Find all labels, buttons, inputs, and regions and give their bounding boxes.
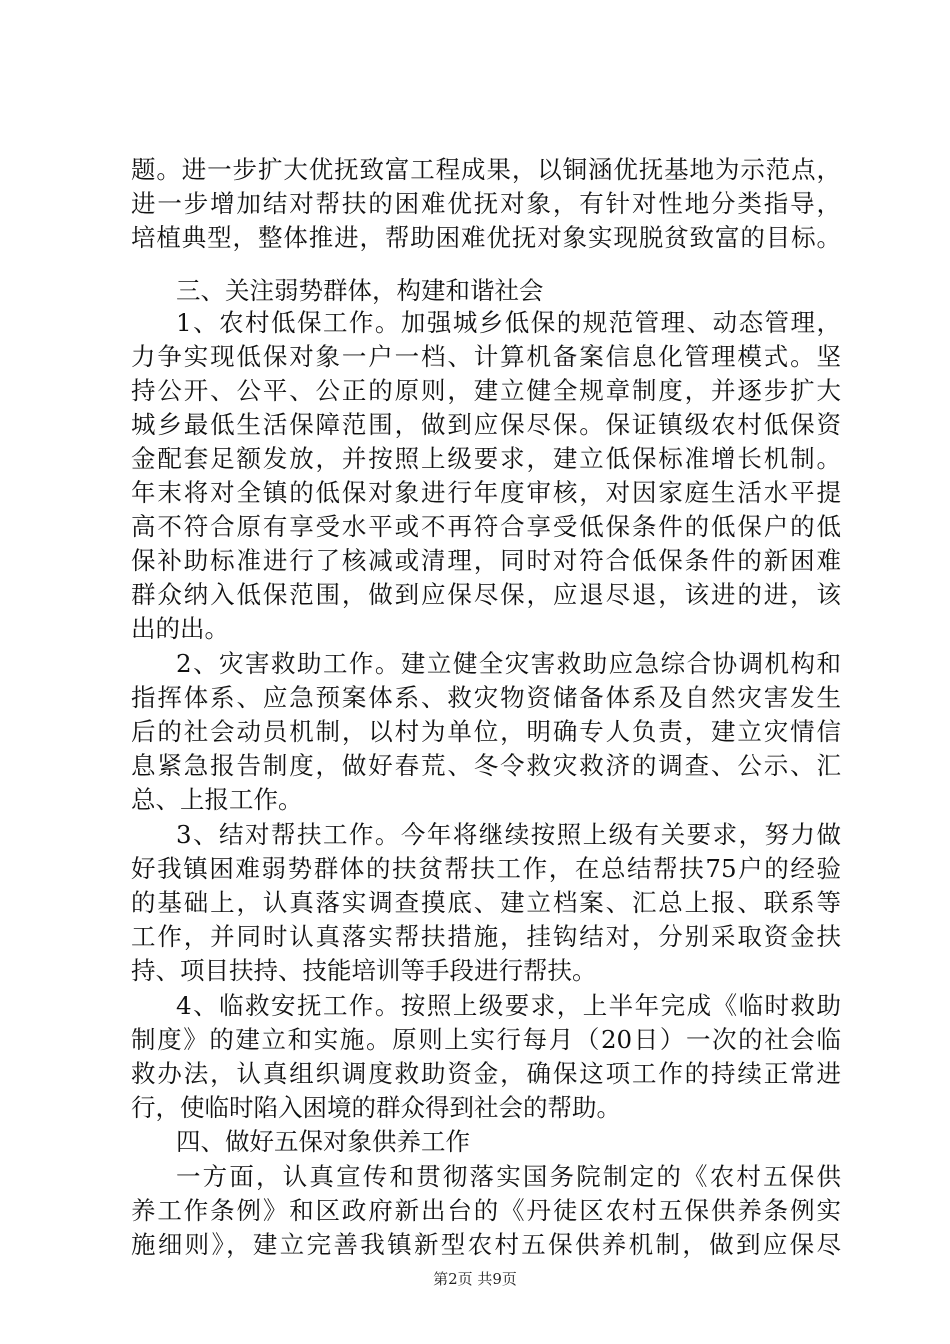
paragraph-line: 救办法，认真组织调度救助资金，确保这项工作的持续正常进: [131, 1059, 841, 1088]
paragraph-line: 后的社会动员机制，以村为单位，明确专人负责，建立灾情信: [131, 717, 841, 746]
paragraph-line: 2、灾害救助工作。建立健全灾害救助应急综合协调机构和: [176, 649, 841, 678]
paragraph-line: 年末将对全镇的低保对象进行年度审核，对因家庭生活水平提: [131, 478, 841, 507]
paragraph-line: 保补助标准进行了核减或清理，同时对符合低保条件的新困难: [131, 546, 841, 575]
paragraph-line: 指挥体系、应急预案体系、救灾物资储备体系及自然灾害发生: [131, 683, 841, 712]
paragraph-line: 好我镇困难弱势群体的扶贫帮扶工作，在总结帮扶75户的经验: [131, 854, 841, 883]
paragraph-line: 施细则》，建立完善我镇新型农村五保供养机制，做到应保尽: [131, 1230, 841, 1259]
paragraph-line: 息紧急报告制度，做好春荒、冬令救灾救济的调查、公示、汇: [131, 751, 841, 780]
paragraph-line: 工作，并同时认真落实帮扶措施，挂钩结对，分别采取资金扶: [131, 922, 841, 951]
paragraph-line: 持公开、公平、公正的原则，建立健全规章制度，并逐步扩大: [131, 376, 841, 405]
section-heading: 四、做好五保对象供养工作: [176, 1127, 470, 1156]
paragraph-line: 养工作条例》和区政府新出台的《丹徒区农村五保供养条例实: [131, 1196, 841, 1225]
paragraph-line: 金配套足额发放，并按照上级要求，建立低保标准增长机制。: [131, 444, 841, 473]
paragraph-line: 行，使临时陷入困境的群众得到社会的帮助。: [131, 1093, 621, 1122]
paragraph-line: 城乡最低生活保障范围，做到应保尽保。保证镇级农村低保资: [131, 410, 841, 439]
paragraph-line: 3、结对帮扶工作。今年将继续按照上级有关要求，努力做: [176, 820, 841, 849]
paragraph-line: 力争实现低保对象一户一档、计算机备案信息化管理模式。坚: [131, 342, 841, 371]
paragraph-line: 出的出。: [131, 614, 229, 643]
paragraph-line: 进一步增加结对帮扶的困难优抚对象，有针对性地分类指导，: [131, 189, 841, 218]
paragraph-line: 题。进一步扩大优抚致富工程成果，以铜涵优抚基地为示范点，: [131, 155, 841, 184]
paragraph-line: 制度》的建立和实施。原则上实行每月（20日）一次的社会临: [131, 1025, 841, 1054]
paragraph-line: 培植典型，整体推进，帮助困难优抚对象实现脱贫致富的目标。: [131, 223, 841, 252]
paragraph-line: 1、农村低保工作。加强城乡低保的规范管理、动态管理，: [176, 308, 841, 337]
paragraph-line: 高不符合原有享受水平或不再符合享受低保条件的低保户的低: [131, 512, 841, 541]
paragraph-line: 持、项目扶持、技能培训等手段进行帮扶。: [131, 956, 597, 985]
paragraph-line: 4、临救安抚工作。按照上级要求，上半年完成《临时救助: [176, 991, 841, 1020]
paragraph-line: 的基础上，认真落实调查摸底、建立档案、汇总上报、联系等: [131, 888, 841, 917]
page-footer: 第2页 共9页: [433, 1270, 517, 1288]
paragraph-line: 一方面，认真宣传和贯彻落实国务院制定的《农村五保供: [176, 1162, 841, 1191]
section-heading: 三、关注弱势群体，构建和谐社会: [176, 276, 544, 305]
paragraph-line: 群众纳入低保范围，做到应保尽保，应退尽退，该进的进，该: [131, 580, 841, 609]
paragraph-line: 总、上报工作。: [131, 785, 303, 814]
